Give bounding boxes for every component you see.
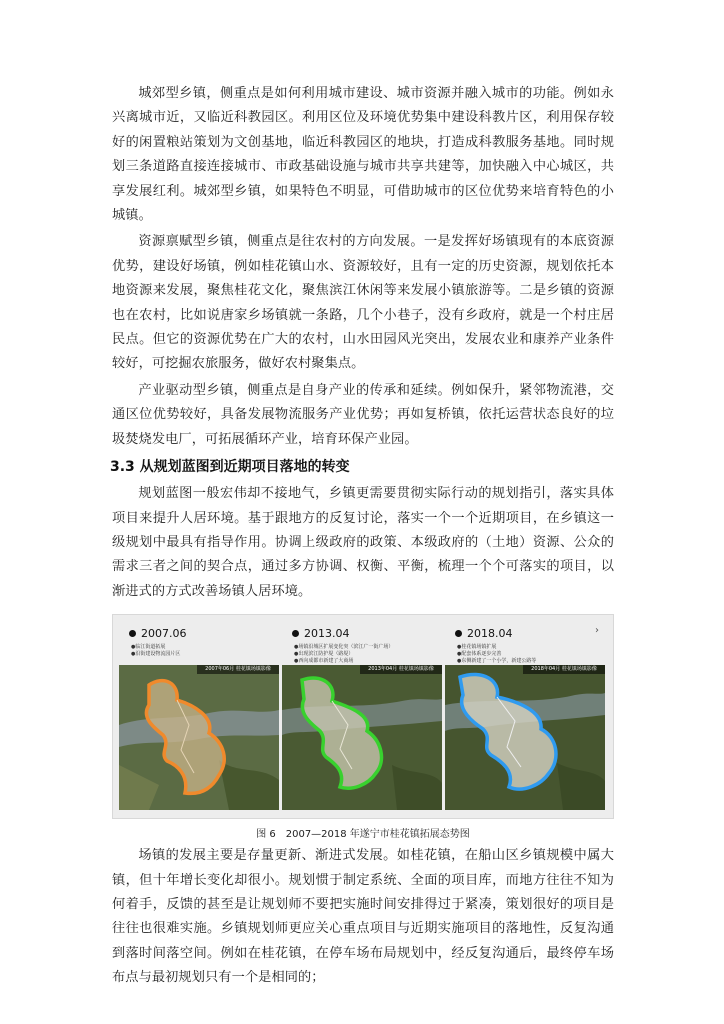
figure-expansion-maps bbox=[112, 614, 614, 819]
map-title: 2018年04月 桂花镇场镇影像 bbox=[523, 665, 605, 674]
panel-note: ●配套体系逐步完善 bbox=[457, 651, 502, 658]
panel-note: ●临江街道拓展 bbox=[131, 644, 166, 651]
panel-year: 2018.04 bbox=[467, 627, 513, 641]
panel-note: ●桂花镇场镇扩展 bbox=[457, 644, 497, 651]
map-title: 2013年04月 桂花镇场镇影像 bbox=[360, 665, 442, 674]
panel-year: 2013.04 bbox=[304, 627, 350, 641]
map-panel-2013 bbox=[282, 615, 442, 818]
satellite-map-2007 bbox=[119, 665, 279, 810]
paragraph-resource: 资源禀赋型乡镇，侧重点是往农村的方向发展。一是发挥好场镇现有的本底资源优势，建设好场镇，例如桂花镇山水、资源较好，且有一定的历史资源，规划依托本地资源来发展，聚焦桂花文化，聚焦滨江休闲等来发展小镇旅游等。二是乡镇的资源也在农村，比如说唐家乡场镇就一条路，几个小巷子，没有乡政府，就是一个村庄居民点。但它的资源优势在广大的农村，山水田园风光突出，发展农业和康养产业条件较好，可挖掘农旅服务，做好农村聚集点。 bbox=[112, 234, 614, 372]
map-panel-2007 bbox=[119, 615, 279, 818]
bullet-dot bbox=[455, 630, 462, 637]
document-page bbox=[112, 82, 614, 993]
figure-caption: 图 6 2007—2018 年遂宁市桂花镇拓展态势图 bbox=[256, 829, 470, 841]
chevron-right-icon: › bbox=[595, 625, 599, 637]
paragraph-suburban: 城郊型乡镇，侧重点是如何利用城市建设、城市资源并融入城市的功能。例如永兴离城市近，又临近科教园区。利用区位及环境优势集中建设科教片区，利用保存较好的闲置粮站策划为文创基地，临近科教园区的地块，打造成科教服务基地。同时规划三条道路直接连接城市、市政基础设施与城市共享共建等，加快融入中心城区，共享发展红利。城郊型乡镇，如果特色不明显，可借助城市的区位优势来培育特色的小城镇。 bbox=[112, 86, 614, 224]
map-panel-2018 bbox=[445, 615, 605, 818]
map-title: 2007年06月 桂花镇场镇影像 bbox=[197, 665, 279, 674]
satellite-map-2013 bbox=[282, 665, 442, 810]
panel-note: ●西向成都市新建了大商场 bbox=[294, 658, 354, 665]
paragraph-blueprint: 规划蓝图一般宏伟却不接地气，乡镇更需要贯彻实际行动的规划指引，落实具体项目来提升人居环境。基于跟地方的反复讨论，落实一个一个近期项目，在乡镇这一级规划中最具有指导作用。协调上级政府的政策、本级政府的（土地）资源、公众的需求三者之间的契合点，通过多方协调、权衡、平衡，梳理一个个可落实的项目，以渐进式的方式改善场镇人居环境。 bbox=[112, 486, 614, 599]
panel-year: 2007.06 bbox=[141, 627, 187, 641]
panel-note: ●场镇沿城区扩展变化突（滨江广一街广场） bbox=[294, 644, 394, 651]
bullet-dot bbox=[292, 630, 299, 637]
panel-note: ●出现滨江防护堤（路堤） bbox=[294, 651, 354, 658]
paragraph-industry: 产业驱动型乡镇，侧重点是自身产业的传承和延续。例如保升，紧邻物流港，交通区位优势较好，具备发展物流服务产业优势；再如复桥镇，依托运营状态良好的垃圾焚烧发电厂，可拓展循环产业，培育环保产业园。 bbox=[112, 382, 614, 447]
section-heading: 3.3 从规划蓝图到近期项目落地的转变 bbox=[110, 459, 350, 476]
panel-note: ●沿街建设物流园片区 bbox=[131, 651, 181, 658]
panel-note: ●东侧新建了一个小学，新建公路等 bbox=[457, 658, 537, 665]
satellite-map-2018 bbox=[445, 665, 605, 810]
paragraph-development: 场镇的发展主要是存量更新、渐进式发展。如桂花镇，在船山区乡镇规模中属大镇，但十年增长变化却很小。规划惯于制定系统、全面的项目库，而地方往往不知为何着手，反馈的甚至是让规划师不要把实施时间安排得过于紧凑，策划很好的项目是往往也很难实施。乡镇规划师更应关心重点项目与近期实施项目的落地性，反复沟通到落时间落空间。例如在桂花镇，在停车场布局规划中，经反复沟通后，最终停车场布点与最初规划只有一个是相同的； bbox=[112, 848, 614, 986]
bullet-dot bbox=[129, 630, 136, 637]
